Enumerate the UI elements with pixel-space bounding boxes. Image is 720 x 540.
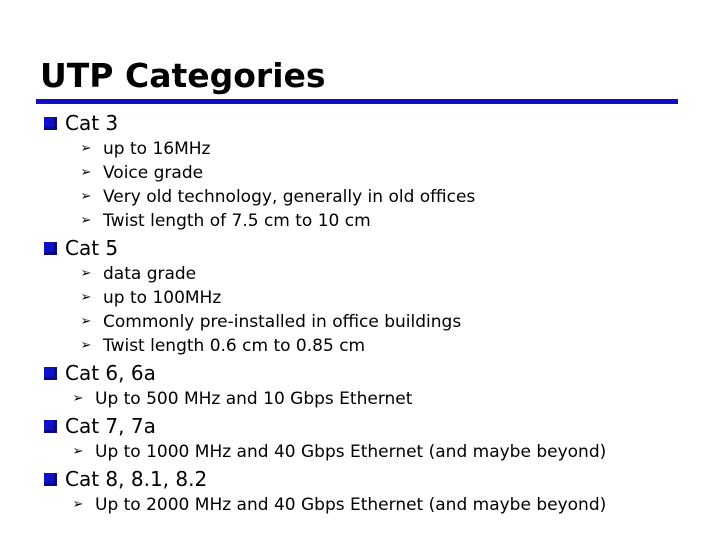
list-item [77,185,704,209]
list-item [77,161,704,185]
section-heading [44,360,704,386]
section-heading [44,466,704,492]
arrowhead-bullet-icon: ➢ [80,165,92,180]
arrowhead-bullet-icon: ➢ [80,290,92,305]
section-heading-label: Cat 3 [65,111,119,135]
bullet-list [69,440,704,464]
list-item-text: Twist length 0.6 cm to 0.85 cm [103,336,366,356]
square-bullet-icon [44,242,57,255]
section-heading-label: Cat 6, 6a [65,361,156,385]
arrowhead-bullet-icon: ➢ [72,391,84,406]
list-item-text: Voice grade [103,163,204,183]
list-item [69,493,704,517]
arrowhead-bullet-icon: ➢ [80,266,92,281]
list-item-text: Twist length of 7.5 cm to 10 cm [103,211,371,231]
square-bullet-icon [44,420,57,433]
list-item [69,387,704,411]
square-bullet-icon [44,367,57,380]
arrowhead-bullet-icon: ➢ [80,314,92,329]
list-item [77,334,704,358]
square-bullet-icon [44,473,57,486]
slide-content [44,110,704,519]
list-item-text: Up to 1000 MHz and 40 Gbps Ethernet (and maybe beyond) [95,442,607,462]
arrowhead-bullet-icon: ➢ [80,338,92,353]
title-underline [36,99,678,104]
arrowhead-bullet-icon: ➢ [80,141,92,156]
arrowhead-bullet-icon: ➢ [72,497,84,512]
list-item [77,209,704,233]
list-item-text: Up to 500 MHz and 10 Gbps Ethernet [95,389,413,409]
list-item-text: Very old technology, generally in old offices [103,187,476,207]
bullet-list [77,137,704,233]
list-item [77,286,704,310]
bullet-list [69,387,704,411]
square-bullet-icon [44,117,57,130]
arrowhead-bullet-icon: ➢ [80,213,92,228]
arrowhead-bullet-icon: ➢ [80,189,92,204]
slide-title: UTP Categories [40,56,326,95]
list-item [77,310,704,334]
section-heading-label: Cat 7, 7a [65,414,156,438]
list-item-text: data grade [103,264,197,284]
list-item-text: up to 16MHz [103,139,211,159]
list-item-text: Up to 2000 MHz and 40 Gbps Ethernet (and maybe beyond) [95,495,607,515]
section-heading [44,110,704,136]
list-item [77,137,704,161]
section-heading [44,413,704,439]
list-item [69,440,704,464]
list-item-text: Commonly pre-installed in office buildings [103,312,462,332]
arrowhead-bullet-icon: ➢ [72,444,84,459]
section-heading [44,235,704,261]
section-heading-label: Cat 8, 8.1, 8.2 [65,467,208,491]
list-item [77,262,704,286]
bullet-list [69,493,704,517]
section-heading-label: Cat 5 [65,236,119,260]
list-item-text: up to 100MHz [103,288,222,308]
bullet-list [77,262,704,358]
